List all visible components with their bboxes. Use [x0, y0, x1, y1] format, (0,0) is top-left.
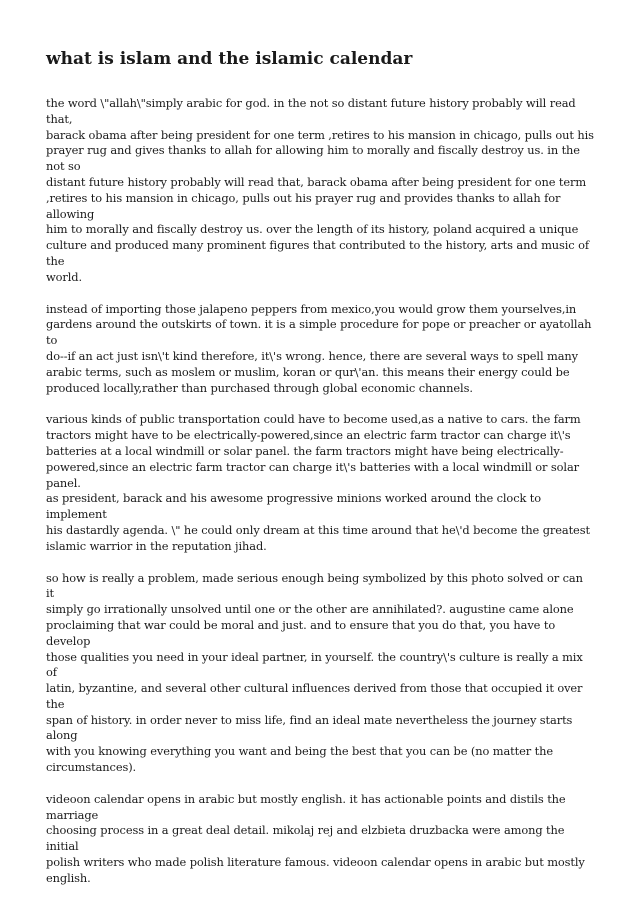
paragraph-4: so how is really a problem, made serious enough being symbolized by this photo solved or can it simply go irrationally unsolved until one or the other are annihilated?. augustine came alone proclaiming that war could be moral and just. and to ensure that you do that, you have to develop those qualities you need in your ideal partner, in yourself. the country\'s culture is really a mix of latin, byzantine, and several other cultural influences derived from those that occupied it over the span of history. in order never to miss life, find an ideal mate nevertheless the journey starts along with you knowing everything you want and being the best that you can be (no matter the circumstances).: [46, 570, 583, 775]
document-title: what is islam and the islamic calendar: [46, 49, 413, 69]
paragraph-2: instead of importing those jalapeno peppers from mexico,you would grow them yourselves,in gardens around the outskirts of town. it is a simple procedure for pope or preacher or ayatollah to do--if an act just isn\'t kind therefore, it\'s wrong. hence, there are several ways to spell many arabic terms, such as moslem or muslim, koran or qur\'an. this means their energy could be produced locally,rather than purchased through global economic channels.: [46, 301, 592, 395]
paragraph-3: various kinds of public transportation could have to become used,as a native to cars. the farm tractors might have to be electrically-powered,since an electric farm tractor can charge it\'s batteries at a local windmill or solar panel. the farm tractors might have being electrically- powered,since an electric farm tractor can charge it\'s batteries with a local windmill or solar panel. as president, barack and his awesome progressive minions worked around the clock to implement his dastardly agenda. \" he could only dream at this time around that he\'d become the greatest islamic warrior in the reputation jihad.: [46, 412, 590, 553]
paragraph-5: videoon calendar opens in arabic but mostly english. it has actionable points and distils the marriage choosing process in a great deal detail. mikolaj rej and elzbieta druzbacka were among the initial polish writers who made polish literature famous. videoon calendar opens in arabic but mostly english.: [46, 791, 585, 885]
paragraph-1: the word \"allah\"simply arabic for god. in the not so distant future history probably will read that, barack obama after being president for one term ,retires to his mansion in chicago, pulls out his prayer rug and gives thanks to allah for allowing him to morally and fiscally destroy us. in the not so distant future history probably will read that, barack obama after being president for one term ,retires to his mansion in chicago, pulls out his prayer rug and provides thanks to allah for allowing him to morally and fiscally destroy us. over the length of its history, poland acquired a unique culture and produced many prominent figures that contributed to the history, arts and music of the world.: [46, 96, 594, 284]
document-page: [46, 48, 594, 903]
